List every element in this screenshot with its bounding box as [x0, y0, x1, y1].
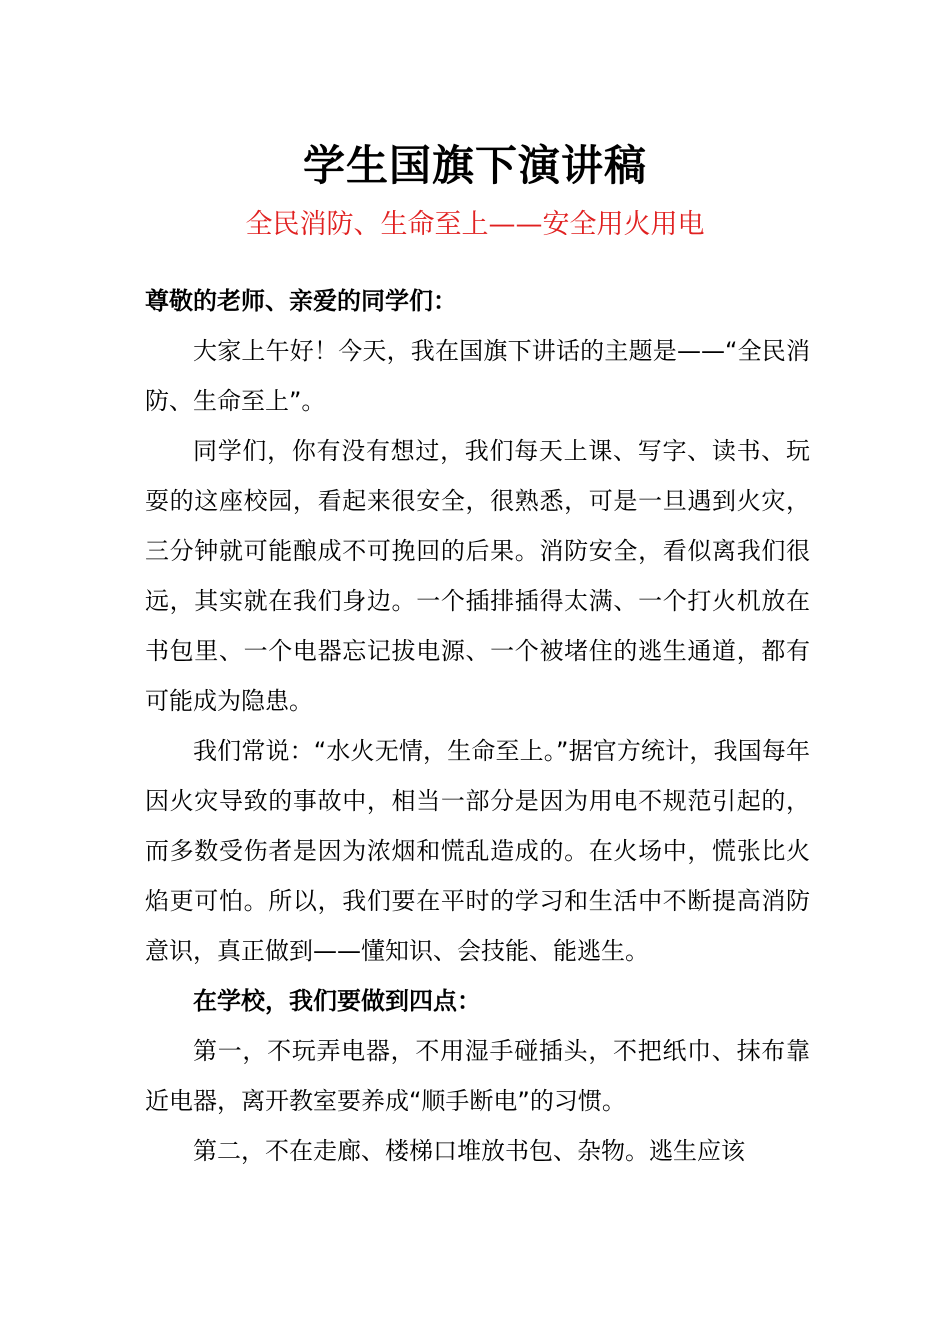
point-second: 第二，不在走廊、楼梯口堆放书包、杂物。逃生应该	[193, 1137, 745, 1165]
salutation: 尊敬的老师、亲爱的同学们：	[145, 287, 457, 315]
document-title: 学生国旗下演讲稿	[302, 141, 647, 190]
paragraph-campus-safety: 同学们，你有没有想过，我们每天上课、写字、读书、玩耍的这座校园，看起来很安全，很熟悉，可是一旦遇到火灾，三分钟就可能酿成不可挽回的后果。消防安全，看似离我们很远，其实就在我们身边。一个插排插得太满、一个打火机放在书包里、一个电器忘记拔电源、一个被堵住的逃生通道，都有可能成为隐患。	[145, 437, 810, 715]
paragraph-greeting: 大家上午好！今天，我在国旗下讲话的主题是——“全民消防、生命至上”。	[145, 337, 810, 415]
section-heading: 在学校，我们要做到四点：	[193, 987, 481, 1015]
point-first: 第一，不玩弄电器，不用湿手碰插头，不把纸巾、抹布靠近电器，离开教室要养成“顺手断电”的习惯。	[145, 1037, 810, 1115]
document-subtitle: 全民消防、生命至上——安全用火用电	[245, 209, 705, 240]
document-body	[145, 276, 810, 1176]
paragraph-statistics: 我们常说：“水火无情，生命至上。”据官方统计，我国每年因火灾导致的事故中，相当一部分是因为用电不规范引起的，而多数受伤者是因为浓烟和慌乱造成的。在火场中，慌张比火焰更可怕。所以，我们要在平时的学习和生活中不断提高消防意识，真正做到——懂知识、会技能、能逃生。	[145, 737, 810, 965]
